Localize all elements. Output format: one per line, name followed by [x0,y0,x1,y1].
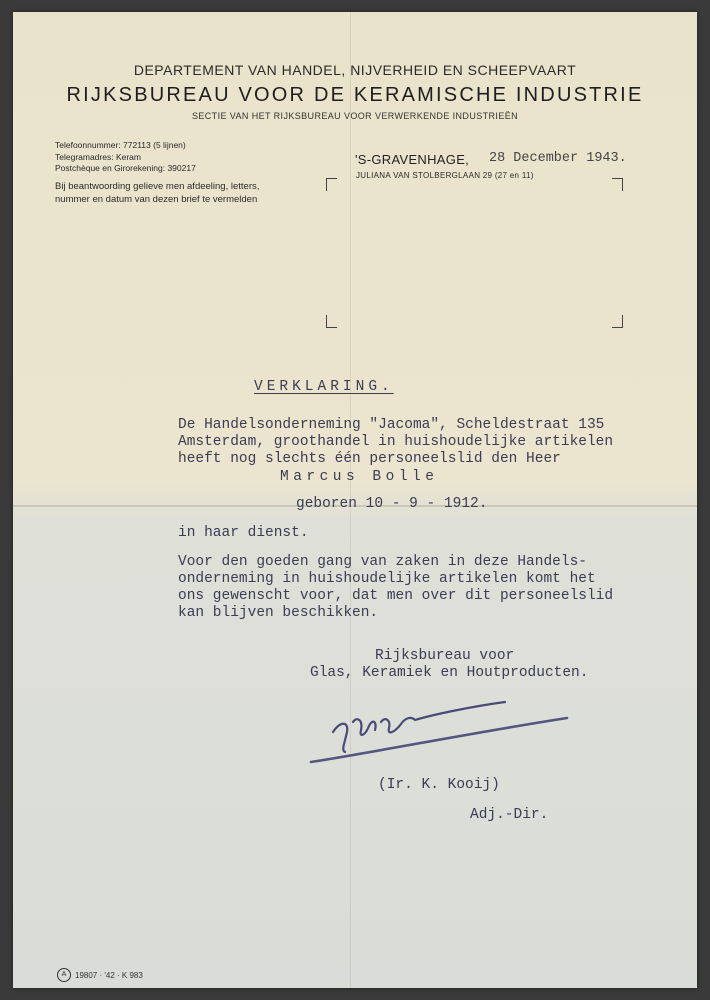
printer-logo-icon: A [57,968,71,982]
section-heading: SECTIE VAN HET RIJKSBUREAU VOOR VERWERKENDE INDUSTRIEËN [191,111,519,121]
signoff-org-line: Glas, Keramiek en Houtproducten. [310,665,589,681]
body-line: Voor den goeden gang van zaken in deze Handels- [178,554,587,570]
place-of-writing: 'S-GRAVENHAGE, [355,152,470,167]
letter-date: 28 December 1943. [489,151,627,166]
address-corner-mark [612,315,623,328]
signatory-title: Adj.-Dir. [470,807,549,823]
giro-account: Postchèque en Girorekening: 390217 [55,163,196,173]
phone-number: Telefoonnummer: 772113 (5 lijnen) [55,140,186,150]
document-page [13,12,697,988]
reply-instruction [55,180,259,206]
office-address: JULIANA VAN STOLBERGLAAN 29 (27 en 11) [356,171,534,180]
bureau-heading: RIJKSBUREAU VOOR DE KERAMISCHE INDUSTRIE [66,84,644,106]
department-heading: DEPARTEMENT VAN HANDEL, NIJVERHEID EN SCHEEPVAART [133,62,577,78]
body-line: heeft nog slechts één personeelslid den Heer [178,451,561,467]
body-intro [178,417,613,468]
signatory-name: (Ir. K. Kooij) [378,777,500,793]
address-corner-mark [326,178,337,191]
in-service-line: in haar dienst. [178,525,309,541]
print-code: 19807 · '42 · K 983 [75,970,143,980]
address-corner-mark [326,315,337,328]
address-corner-mark [612,178,623,191]
reply-instruction-line: Bij beantwoording gelieve men afdeeling, letters, [55,181,260,192]
person-name: Marcus Bolle [280,469,439,485]
reply-instruction-line: nummer en datum van dezen brief te vermelden [55,194,258,205]
body-line: onderneming in huishoudelijke artikelen komt het [178,571,596,587]
body-request [178,554,613,622]
body-line: Amsterdam, groothandel in huishoudelijke artikelen [178,434,614,450]
body-line: De Handelsonderneming "Jacoma", Scheldestraat 135 [178,417,605,433]
letter-title: VERKLARING. [254,379,394,395]
telegram-address: Telegramadres: Keram [55,151,141,162]
body-line: ons gewenscht voor, dat men over dit personeelslid [178,588,614,604]
print-footer [57,968,143,982]
body-line: kan blijven beschikken. [178,605,379,621]
contact-block [55,140,196,175]
handwritten-signature [305,692,575,772]
birth-date: geboren 10 - 9 - 1912. [296,496,488,512]
signoff-org-line: Rijksbureau voor [375,648,515,664]
